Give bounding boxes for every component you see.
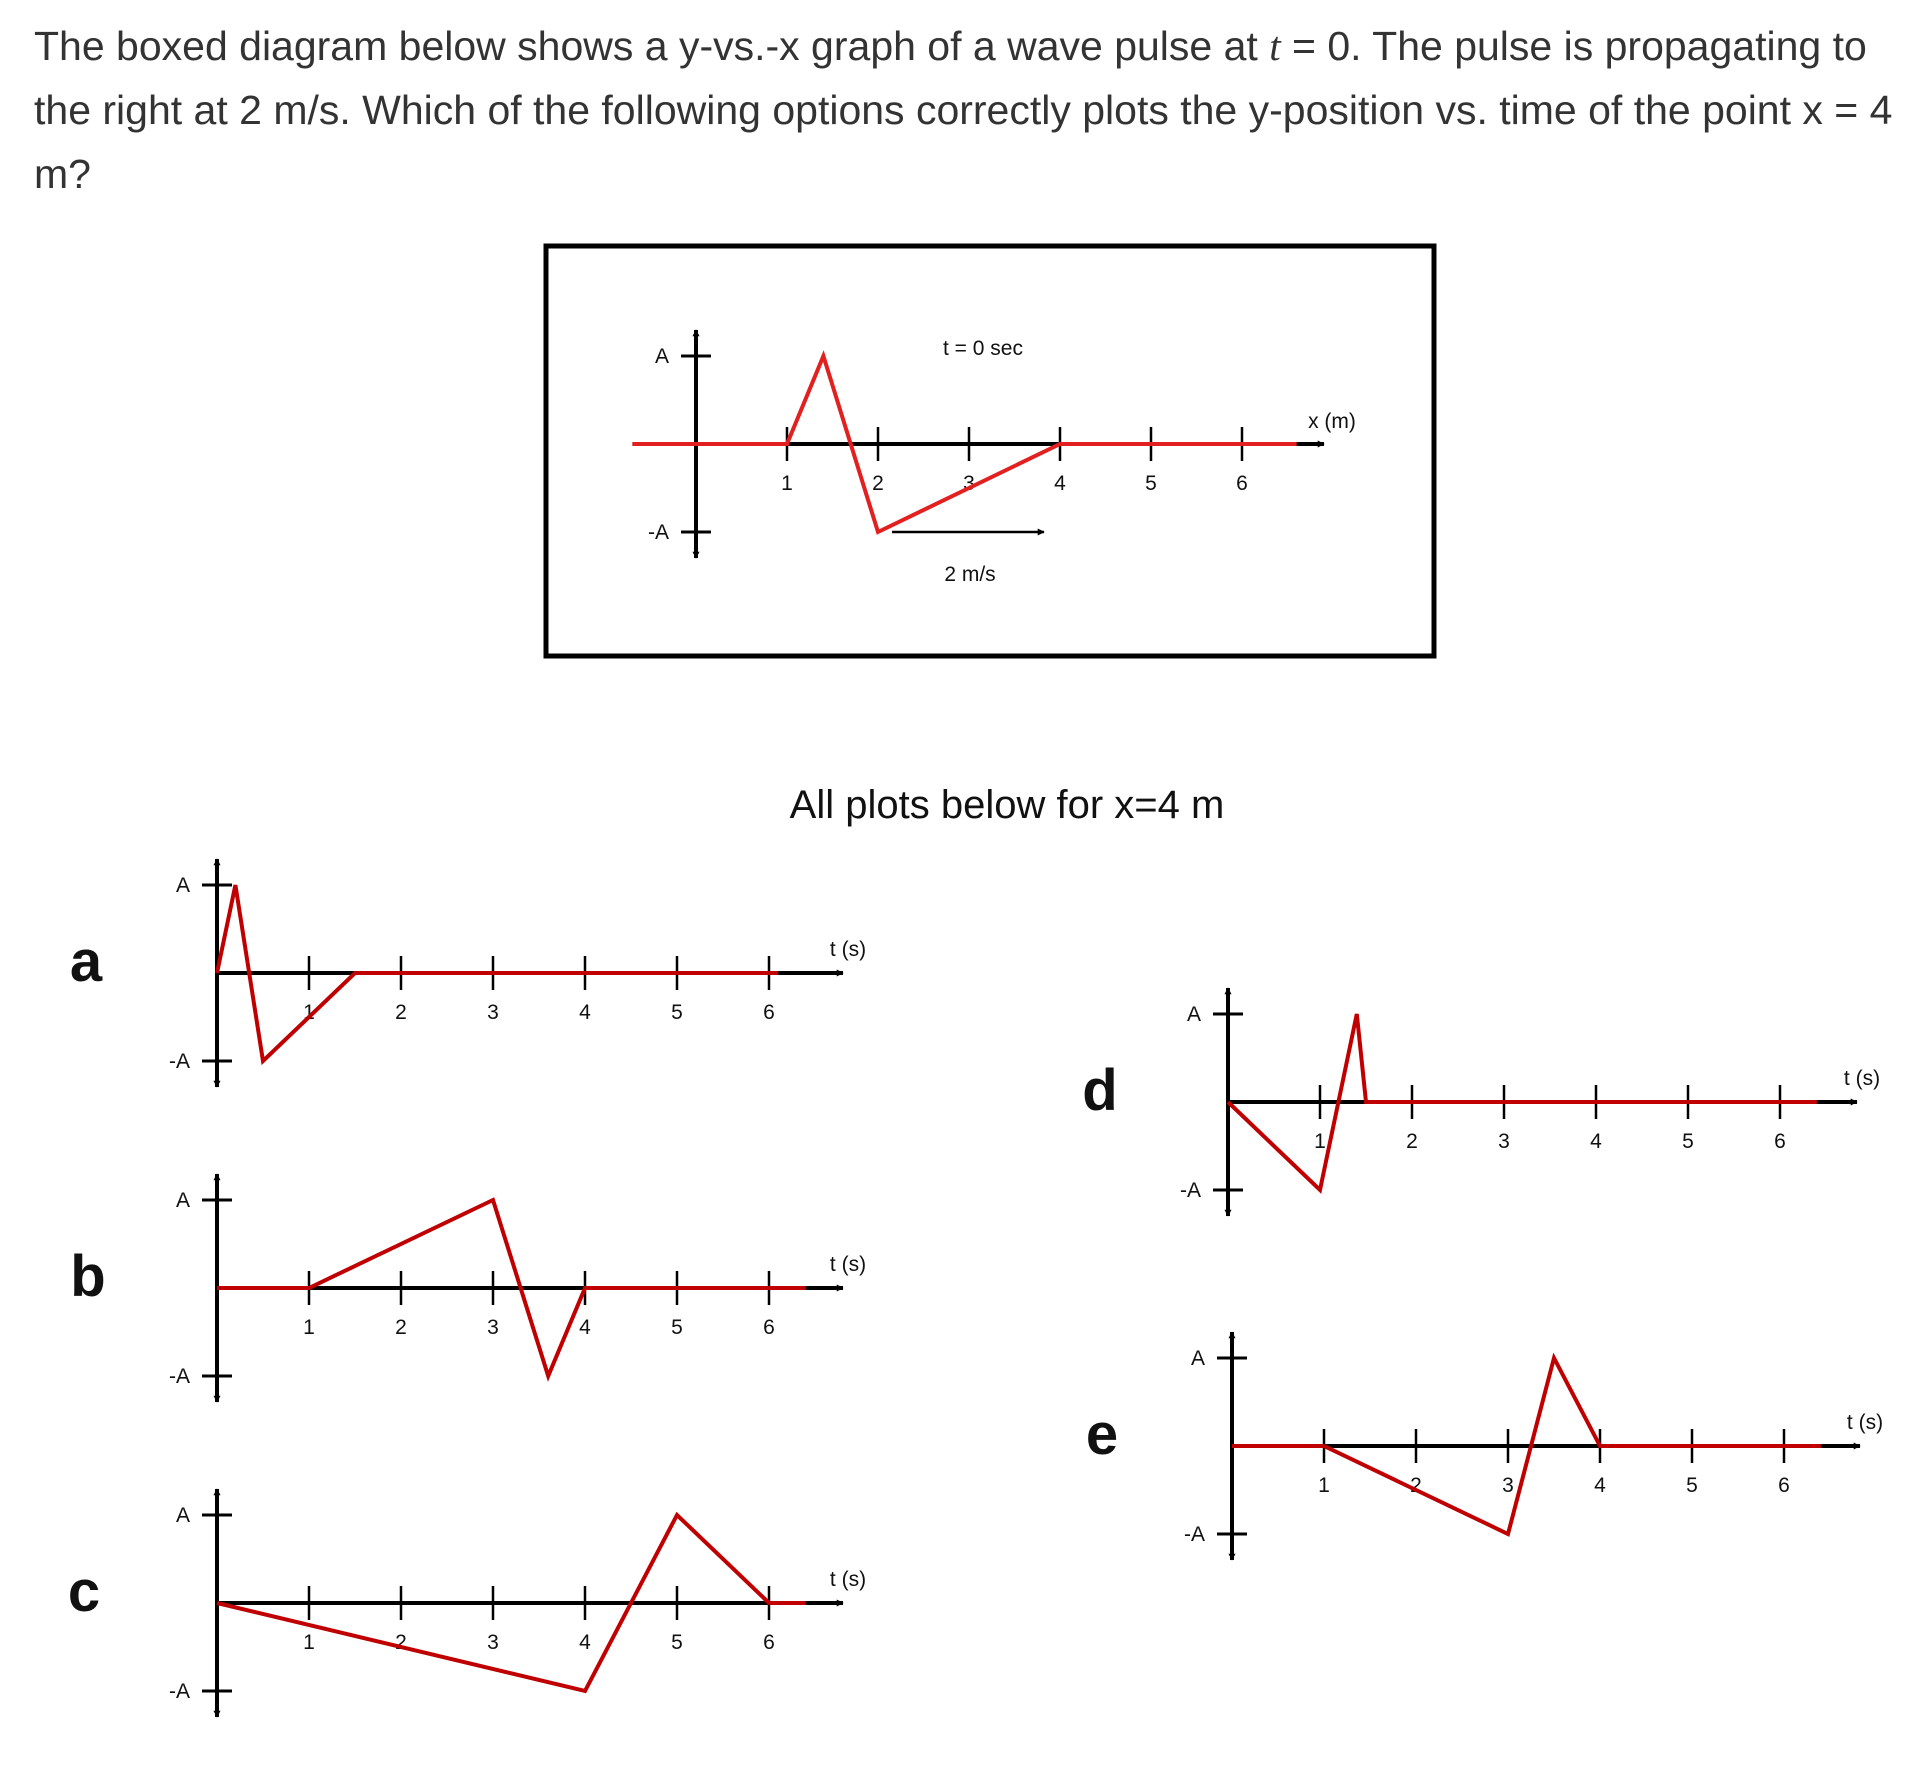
option-e-tick-label-5: 5 [1686,1474,1698,1497]
boxed-tick-label-4: 4 [1054,472,1066,495]
time-variable: t [1269,23,1281,69]
option-c-tick-label-4: 4 [579,1631,591,1654]
boxed-diagram [632,330,1356,586]
option-e-tick-label-6: 6 [1778,1474,1790,1497]
option-a-letter: a [69,929,103,994]
subtitle: All plots below for x=4 m [789,783,1225,827]
option-c-letter: c [67,1559,101,1624]
option-d-letter: d [1082,1058,1118,1123]
option-e-tick-label-3: 3 [1502,1474,1514,1497]
boxed-tick-label-6: 6 [1236,472,1248,495]
boxed-axis-label: x (m) [1308,410,1356,433]
option-e[interactable] [1086,1332,1883,1560]
option-c-amp-label-pos: A [175,1504,190,1527]
option-b-letter: b [70,1244,106,1309]
option-a[interactable] [70,859,866,1087]
boxed-diagram-frame [546,246,1434,656]
option-b-tick-label-6: 6 [763,1316,775,1339]
option-b-axis-label: t (s) [829,1253,867,1276]
question-part-1: The boxed diagram below shows a y-vs.-x graph of a wave pulse at [34,23,1270,69]
boxed-amp-label-pos: A [654,345,669,368]
velocity-label: 2 m/s [944,563,996,586]
option-b-tick-label-2: 2 [395,1316,407,1339]
boxed-tick-label-5: 5 [1145,472,1157,495]
option-e-tick-label-1: 1 [1318,1474,1330,1497]
option-e-letter: e [1085,1402,1119,1467]
option-c-tick-label-3: 3 [487,1631,499,1654]
option-b[interactable] [70,1174,866,1402]
option-e-amp-label-neg: -A [1184,1523,1205,1546]
option-a-tick-label-4: 4 [579,1001,591,1024]
boxed-tick-label-1: 1 [781,472,793,495]
option-a-tick-label-1: 1 [303,1001,315,1024]
option-c-tick-label-1: 1 [303,1631,315,1654]
option-a-tick-label-2: 2 [395,1001,407,1024]
option-d-tick-label-6: 6 [1774,1130,1786,1153]
option-e-tick-label-4: 4 [1594,1474,1606,1497]
option-e-tick-label-2: 2 [1410,1474,1422,1497]
boxed-tick-label-3: 3 [963,472,975,495]
option-b-tick-label-1: 1 [303,1316,315,1339]
option-b-tick-label-4: 4 [579,1316,591,1339]
option-d[interactable] [1082,988,1880,1216]
option-a-amp-label-neg: -A [169,1050,190,1073]
option-d-axis-label: t (s) [1843,1067,1881,1090]
option-c-axis-label: t (s) [829,1568,867,1591]
option-e-axis-label: t (s) [1846,1411,1884,1434]
option-d-amp-label-pos: A [1186,1003,1201,1026]
option-b-amp-label-pos: A [175,1189,190,1212]
question-part-2: = 0. The pulse is propagating to the right at 2 m/s. Which of the following options correctly plots the y-position vs. time of the point x = 4 m? [34,23,1893,197]
boxed-amp-label-neg: -A [648,521,669,544]
option-b-tick-label-5: 5 [671,1316,683,1339]
option-b-amp-label-neg: -A [169,1365,190,1388]
option-a-tick-label-3: 3 [487,1001,499,1024]
option-c-tick-label-2: 2 [395,1631,407,1654]
option-d-tick-label-3: 3 [1498,1130,1510,1153]
option-c-amp-label-neg: -A [169,1680,190,1703]
boxed-time-label: t = 0 sec [943,337,1023,360]
option-a-amp-label-pos: A [175,874,190,897]
option-a-tick-label-6: 6 [763,1001,775,1024]
option-c[interactable] [68,1489,866,1717]
option-b-tick-label-3: 3 [487,1316,499,1339]
option-c-tick-label-5: 5 [671,1631,683,1654]
option-d-tick-label-4: 4 [1590,1130,1602,1153]
option-c-tick-label-6: 6 [763,1631,775,1654]
option-d-amp-label-neg: -A [1180,1179,1201,1202]
option-a-axis-label: t (s) [829,938,867,961]
option-a-tick-label-5: 5 [671,1001,683,1024]
option-d-tick-label-1: 1 [1314,1130,1326,1153]
option-d-tick-label-5: 5 [1682,1130,1694,1153]
option-e-amp-label-pos: A [1190,1347,1205,1370]
boxed-tick-label-2: 2 [872,472,884,495]
option-d-tick-label-2: 2 [1406,1130,1418,1153]
